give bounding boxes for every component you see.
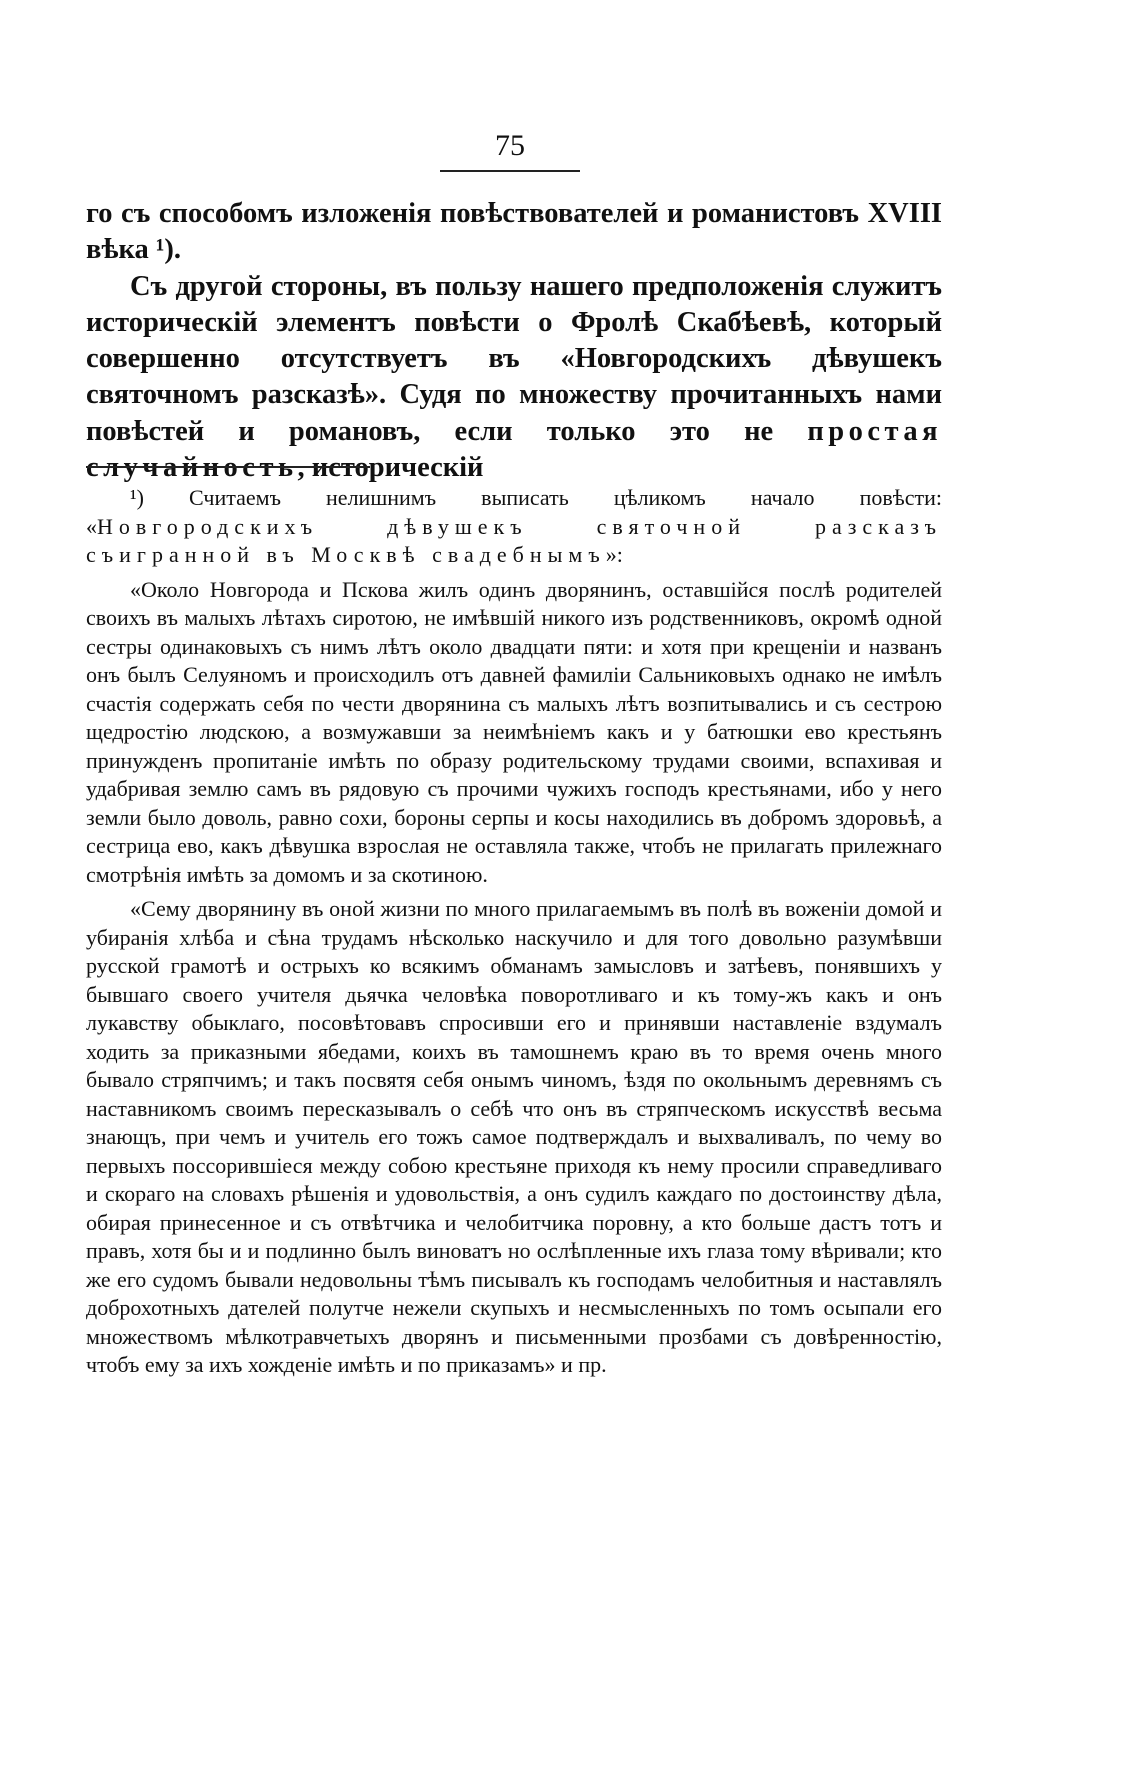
main-paragraph-2-end: , историческій [297,452,484,484]
main-paragraph-2 [86,269,942,487]
footnote-rule [86,466,370,468]
footnote-quote-1: «Около Новгорода и Пскова жилъ одинъ дворянинъ, оставшійся послѣ родителей своихъ въ малыхъ лѣтахъ сиротою, не имѣвшій никого изъ родственниковъ, окромѣ одной сестры одинаковыхъ съ нимъ лѣтъ около двадцати пяти: и хотя при крещеніи и названъ онъ былъ Селуяномъ и происходилъ отъ давней фамиліи Сальниковыхъ однако не имѣлъ счастія содержать себя по чести дворянина съ малыхъ лѣтъ возпитывались и съ сестрою щедростію людскою, а возмужавши за неимѣніемъ какъ и у батюшки ево крестьянъ принужденъ пропитаніе имѣть по образу родительскому трудами своими, вспахивая и удабривая землю самъ въ рядовую съ прочими чужихъ господъ крестьянами, ибо у него земли было доволь, равно сохи, бороны серпы и косы находились въ добромъ здоровьѣ, а сестрица ево, какъ дѣвушка взрослая не оставляла также, чтобъ не прилагать прилежнаго смотрѣнія имѣть за домомъ и за скотиною. [86,576,942,887]
page-number-rule [440,170,580,172]
footnote-block [86,484,942,1380]
main-text [86,196,942,486]
footnote-quote-2: «Сему дворянину въ оной жизни по много прилагаемымъ въ полѣ въ воженіи домой и убиранія хлѣба и сѣна трудамъ нѣсколько наскучило и для того довольно разумѣвши русской грамотѣ и острыхъ ко всякимъ обманамъ замысловъ и затѣевъ, понявшихъ у бывшаго своего учителя дьячка человѣка поворотливаго и къ тому-жъ какъ и онъ лукавству обыклаго, посовѣтовавъ спросивши его и принявши наставленіе вздумалъ ходить за приказными ябедами, коихъ въ тамошнемъ краю въ то время очень много бывало стряпчимъ; и такъ посвятя себя онымъ чиномъ, ѣздя по окольнымъ деревнямъ съ наставникомъ своимъ пересказывалъ о себѣ что онъ въ стряпческомъ искусствѣ весьма знающъ, при чемъ и учитель его тожъ самое подтверждалъ и выхваливалъ, по чему во первыхъ поссорившіеся между собою крестьяне приходя къ нему просили справедливаго и скораго на словахъ рѣшенія и удовольствія, а онъ судилъ каждаго по достоинству дѣла, обирая принесенное и съ отвѣтчика и челобитчика поровну, а кто больше дастъ тотъ и правъ, хотя бы и и подлинно былъ виноватъ но ослѣпленные ихъ глаза тому вѣривали; кто же его судомъ бывали недовольны тѣмъ писывалъ къ господамъ челобитныя и наставлялъ доброхотныхъ дателей полутче нежели скупыхъ и несмысленныхъ по томъ осыпали его множествомъ мѣлкотравчетыхъ дворянъ и письменными прозбами съ довѣренностію, чтобъ ему за ихъ хожденіе имѣть и по приказамъ» и пр. [86,896,942,1377]
footnote-intro [86,484,942,570]
main-paragraph-2-start: Съ другой стороны, въ пользу нашего предположенія служитъ историческій элементъ повѣсти о Фролѣ Скабѣевѣ, который совершенно отсутствуетъ въ «Новгородскихъ дѣвушекъ святочномъ разсказѣ». Судя по множеству прочитанныхъ нами повѣстей и романовъ, если только это не [86,270,942,447]
footnote-story-title: Новгородскихъ дѣвушекъ святочной разсказъ съигранной въ Москвѣ свадебнымъ [86,513,942,567]
footnote-intro-end: »: [605,542,623,567]
main-paragraph-1: го съ способомъ изложенія повѣствователей и романистовъ XVIII вѣка ¹). [86,198,942,266]
spaced-emphasis: простая случайность [86,415,942,484]
footnote-intro-start: ¹) Считаемъ нелишнимъ выписать цѣликомъ начало повѣсти: « [86,485,942,539]
page-number: 75 [495,129,525,162]
